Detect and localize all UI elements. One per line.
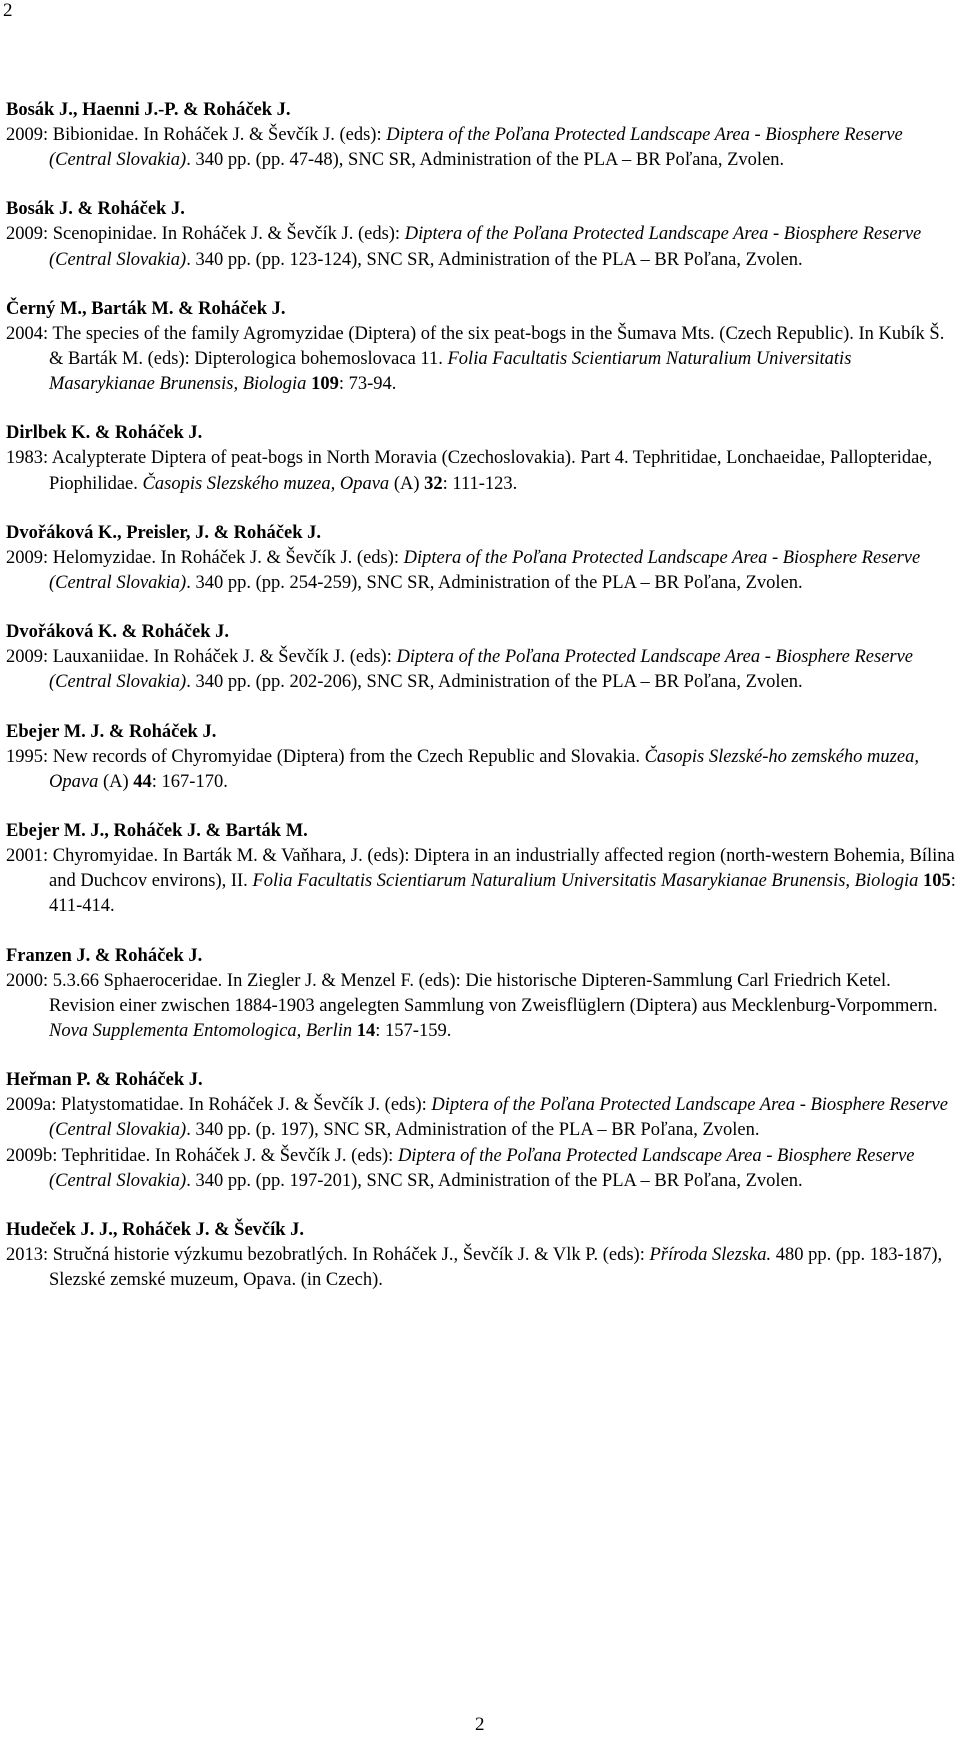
citation-text: 2009: Lauxaniidae. In Roháček J. & Ševčík J. (eds): <box>6 647 397 668</box>
reference-citation <box>6 123 956 173</box>
citation-volume: 109 <box>311 374 339 395</box>
reference-list <box>6 98 956 1317</box>
reference-authors: Dirlbek K. & Roháček J. <box>6 423 203 444</box>
reference-entry <box>6 521 956 596</box>
citation-title-text: Diptera of the Poľana Protected Landscape Area - Biosphere Reserve (Central Slovakia) <box>49 125 903 171</box>
citation-text: . 340 pp. (pp. 254-259), SNC SR, Administration of the PLA – BR Poľana, Zvolen. <box>186 573 803 594</box>
citation-text: 2004: The species of the family Agromyzidae (Diptera) of the six peat-bogs in the Šumava Mts. (Czech Republic). In Kubík Š. & Barták M. (eds): Dipterologica bohemoslovaca 11. <box>6 323 945 370</box>
citation-text: 2009: Helomyzidae. In Roháček J. & Ševčík J. (eds): <box>6 547 404 568</box>
reference-authors: Hudeček J. J., Roháček J. & Ševčík J. <box>6 1220 305 1241</box>
citation-text: 1983: Acalypterate Diptera of peat-bogs in North Moravia (Czechoslovakia). Part 4. Tephritidae, Lonchaeidae, Pallopteridae, Piophilidae. <box>6 448 933 494</box>
citation-text: (A) <box>98 771 134 792</box>
citation-title-text: Diptera of the Poľana Protected Landscape Area - Biosphere Reserve (Central Slovakia) <box>49 647 914 693</box>
reference-entry <box>6 1218 956 1293</box>
reference-entry <box>6 297 956 398</box>
reference-citation <box>6 546 956 596</box>
reference-entry <box>6 421 956 496</box>
citation-title-text: Folia Facultatis Scientiarum Naturalium Universitatis Masarykianae Brunensis, Biologia <box>252 871 919 892</box>
reference-citation <box>6 1144 956 1194</box>
reference-entry <box>6 1068 956 1194</box>
citation-text: (A) <box>389 473 425 494</box>
citation-text: . 340 pp. (pp. 123-124), SNC SR, Administration of the PLA – BR Poľana, Zvolen. <box>186 249 803 270</box>
citation-text: 2009b: Tephritidae. In Roháček J. & Ševčík J. (eds): <box>6 1145 398 1166</box>
reference-entry <box>6 944 956 1045</box>
citation-text: : 111-123. <box>442 473 518 494</box>
citation-text: 2001: Chyromyidae. In Barták M. & Vaňhara, J. (eds): Diptera in an industrially affected region (north-western Bohemia, Bílina and Duchcov environs), II. <box>6 846 955 892</box>
reference-citation <box>6 1243 956 1293</box>
citation-text: . 340 pp. (pp. 202-206), SNC SR, Administration of the PLA – BR Poľana, Zvolen. <box>186 672 803 693</box>
citation-text: 2013: Stručná historie výzkumu bezobratlých. In Roháček J., Ševčík J. & Vlk P. (eds): <box>6 1245 650 1266</box>
citation-title-text: Diptera of the Poľana Protected Landscape Area - Biosphere Reserve (Central Slovakia) <box>49 547 921 594</box>
reference-authors: Dvořáková K., Preisler, J. & Roháček J. <box>6 522 321 543</box>
reference-entry <box>6 720 956 795</box>
page-number-top: 2 <box>3 0 13 21</box>
citation-title-text: Diptera of the Poľana Protected Landscape Area - Biosphere Reserve (Central Slovakia) <box>49 1145 915 1191</box>
reference-authors: Ebejer M. J. & Roháček J. <box>6 721 217 742</box>
reference-citation <box>6 745 956 795</box>
reference-citation <box>6 645 956 695</box>
reference-authors: Heřman P. & Roháček J. <box>6 1070 203 1091</box>
citation-text: 2009: Scenopinidae. In Roháček J. & Ševčík J. (eds): <box>6 224 405 245</box>
reference-entry <box>6 819 956 920</box>
citation-text: : 167-170. <box>151 771 228 792</box>
citation-text: 2009a: Platystomatidae. In Roháček J. & Ševčík J. (eds): <box>6 1095 432 1116</box>
citation-text: . 340 pp. (pp. 197-201), SNC SR, Administration of the PLA – BR Poľana, Zvolen. <box>186 1170 803 1191</box>
citation-text: 1995: New records of Chyromyidae (Diptera) from the Czech Republic and Slovakia. <box>6 746 645 767</box>
reference-citation <box>6 844 956 920</box>
citation-text: 480 pp. (pp. 183-187), Slezské zemské muzeum, Opava. (in Czech). <box>49 1245 943 1291</box>
citation-volume: 44 <box>133 771 152 792</box>
reference-entry <box>6 620 956 695</box>
citation-text: : 157-159. <box>375 1021 452 1042</box>
reference-authors: Ebejer M. J., Roháček J. & Barták M. <box>6 821 308 842</box>
reference-entry <box>6 98 956 173</box>
citation-volume: 32 <box>424 473 443 494</box>
reference-citation <box>6 446 956 496</box>
citation-text: : 73-94. <box>338 374 397 395</box>
citation-text: . 340 pp. (pp. 47-48), SNC SR, Administration of the PLA – BR Poľana, Zvolen. <box>186 150 785 171</box>
citation-volume: 105 <box>923 871 951 892</box>
citation-title-text: Nova Supplementa Entomologica, Berlin <box>49 1021 353 1042</box>
reference-authors: Bosák J. & Roháček J. <box>6 199 185 220</box>
citation-text: . 340 pp. (p. 197), SNC SR, Administration of the PLA – BR Poľana, Zvolen. <box>186 1120 760 1141</box>
reference-authors: Franzen J. & Roháček J. <box>6 945 203 966</box>
reference-citation <box>6 222 956 272</box>
page-number-bottom: 2 <box>475 1714 485 1735</box>
reference-authors: Černý M., Barták M. & Roháček J. <box>6 298 286 319</box>
reference-citation <box>6 969 956 1045</box>
citation-text: 2009: Bibionidae. In Roháček J. & Ševčík J. (eds): <box>6 125 387 145</box>
citation-title-text: Diptera of the Poľana Protected Landscape Area - Biosphere Reserve (Central Slovakia) <box>49 224 922 270</box>
citation-title-text: Časopis Slezského muzea, Opava <box>142 473 390 494</box>
citation-title-text: Příroda Slezska. <box>649 1245 772 1266</box>
reference-authors: Bosák J., Haenni J.-P. & Roháček J. <box>6 100 291 120</box>
citation-title-text: Časopis Slezské-ho zemského muzea, Opava <box>49 746 919 792</box>
citation-text: 2000: 5.3.66 Sphaeroceridae. In Ziegler J. & Menzel F. (eds): Die historische Dipteren-Sammlung Carl Friedrich Ketel. Revision einer zwischen 1884-1903 angelegten Sammlung von Zweisflüglern (Diptera) aus Mecklenburg-Vorpommern. <box>6 970 938 1016</box>
reference-authors: Dvořáková K. & Roháček J. <box>6 622 230 643</box>
citation-title-text: Folia Facultatis Scientiarum Naturalium Universitatis Masarykianae Brunensis, Biologia <box>49 349 852 395</box>
citation-title-text: Diptera of the Poľana Protected Landscape Area - Biosphere Reserve (Central Slovakia) <box>49 1095 948 1141</box>
citation-volume: 14 <box>356 1021 376 1042</box>
reference-citation <box>6 322 956 398</box>
reference-entry <box>6 197 956 272</box>
reference-citation <box>6 1093 956 1143</box>
citation-text: : 411-414. <box>49 871 956 917</box>
